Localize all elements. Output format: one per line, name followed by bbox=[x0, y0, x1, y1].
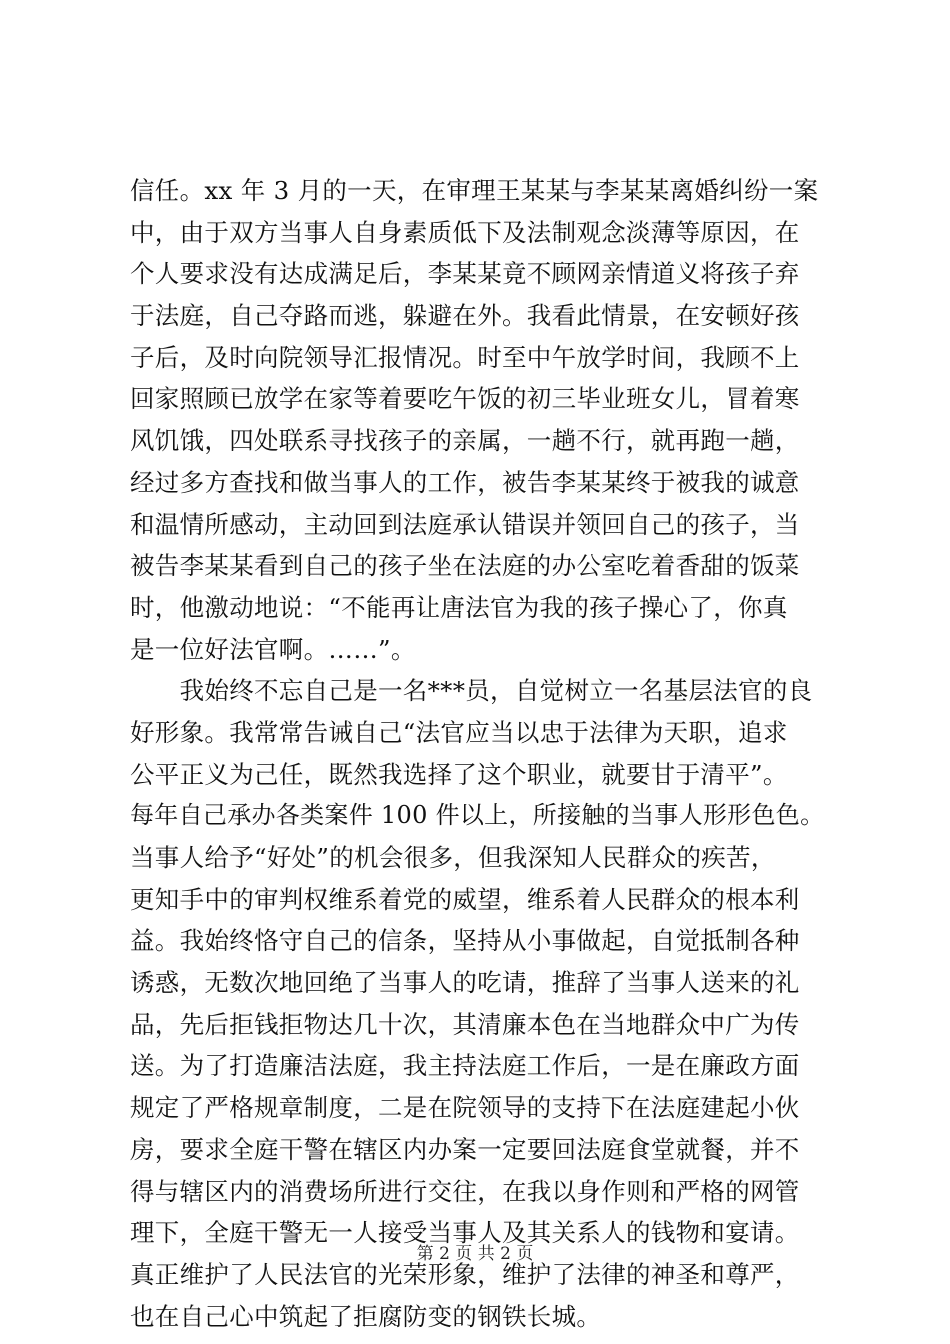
text-line: 于法庭，自己夺路而逃，躲避在外。我看此情景，在安顿好孩 bbox=[130, 301, 800, 331]
text-line: 诱惑，无数次地回绝了当事人的吃请，推辞了当事人送来的礼 bbox=[130, 968, 800, 998]
text-line: 信任。xx 年 3 月的一天，在审理王某某与李某某离婚纠纷一案 bbox=[130, 176, 819, 205]
text-line: 理下，全庭干警无一人接受当事人及其关系人的钱物和宴请。 bbox=[130, 1218, 800, 1248]
text-line: 当事人给予“好处”的机会很多，但我深知人民群众的疾苦， bbox=[130, 843, 776, 872]
text-line: 个人要求没有达成满足后，李某某竟不顾网亲情道义将孩子弃 bbox=[130, 259, 800, 289]
text-line: 回家照顾已放学在家等着要吃午饭的初三毕业班女儿，冒着寒 bbox=[130, 384, 800, 414]
page-number-label: 第 2 页 共 2 页 bbox=[416, 1244, 534, 1264]
text-line: 每年自己承办各类案件 100 件以上，所接触的当事人形形色色。 bbox=[130, 801, 825, 830]
text-line: 风饥饿，四处联系寻找孩子的亲属，一趟不行，就再跑一趟， bbox=[130, 426, 800, 456]
text-line: 时，他激动地说：“不能再让唐法官为我的孩子操心了，你真 bbox=[130, 592, 788, 622]
text-line: 是一位好法官啊。……”。 bbox=[130, 634, 416, 664]
text-line: 中，由于双方当事人自身素质低下及法制观念淡薄等原因，在 bbox=[130, 217, 800, 247]
text-line: 和温情所感动，主动回到法庭承认错误并领回自己的孩子，当 bbox=[130, 509, 800, 539]
text-line: 子后，及时向院领导汇报情况。时至中午放学时间，我顾不上 bbox=[130, 342, 800, 372]
text-line: 品，先后拒钱拒物达几十次，其清廉本色在当地群众中广为传 bbox=[130, 1009, 800, 1039]
text-line: 被告李某某看到自己的孩子坐在法庭的办公室吃着香甜的饭菜 bbox=[130, 551, 800, 581]
text-line: 得与辖区内的消费场所进行交往，在我以身作则和严格的网管 bbox=[130, 1176, 800, 1206]
text-line: 房，要求全庭干警在辖区内办案一定要回法庭食堂就餐，并不 bbox=[130, 1134, 800, 1164]
text-line: 规定了严格规章制度，二是在院领导的支持下在法庭建起小伙 bbox=[130, 1093, 800, 1123]
page-footer bbox=[0, 1243, 950, 1265]
text-line: 真正维护了人民法官的光荣形象，维护了法律的神圣和尊严， bbox=[130, 1259, 800, 1289]
text-line: 好形象。我常常告诫自己“法官应当以忠于法律为天职，追求 bbox=[130, 717, 788, 747]
text-line: 益。我始终恪守自己的信条，坚持从小事做起，自觉抵制各种 bbox=[130, 926, 800, 956]
text-line: 更知手中的审判权维系着党的威望，维系着人民群众的根本利 bbox=[130, 884, 800, 914]
text-line: 送。为了打造廉洁法庭，我主持法庭工作后，一是在廉政方面 bbox=[130, 1051, 800, 1081]
text-line: 也在自己心中筑起了拒腐防变的钢铁长城。 bbox=[130, 1301, 602, 1331]
text-line: 公平正义为己任，既然我选择了这个职业，就要甘于清平”。 bbox=[130, 759, 788, 789]
text-line: 我始终不忘自己是一名***员，自觉树立一名基层法官的良 bbox=[130, 676, 813, 706]
body-text bbox=[130, 170, 830, 1337]
text-line: 经过多方查找和做当事人的工作，被告李某某终于被我的诚意 bbox=[130, 467, 800, 497]
